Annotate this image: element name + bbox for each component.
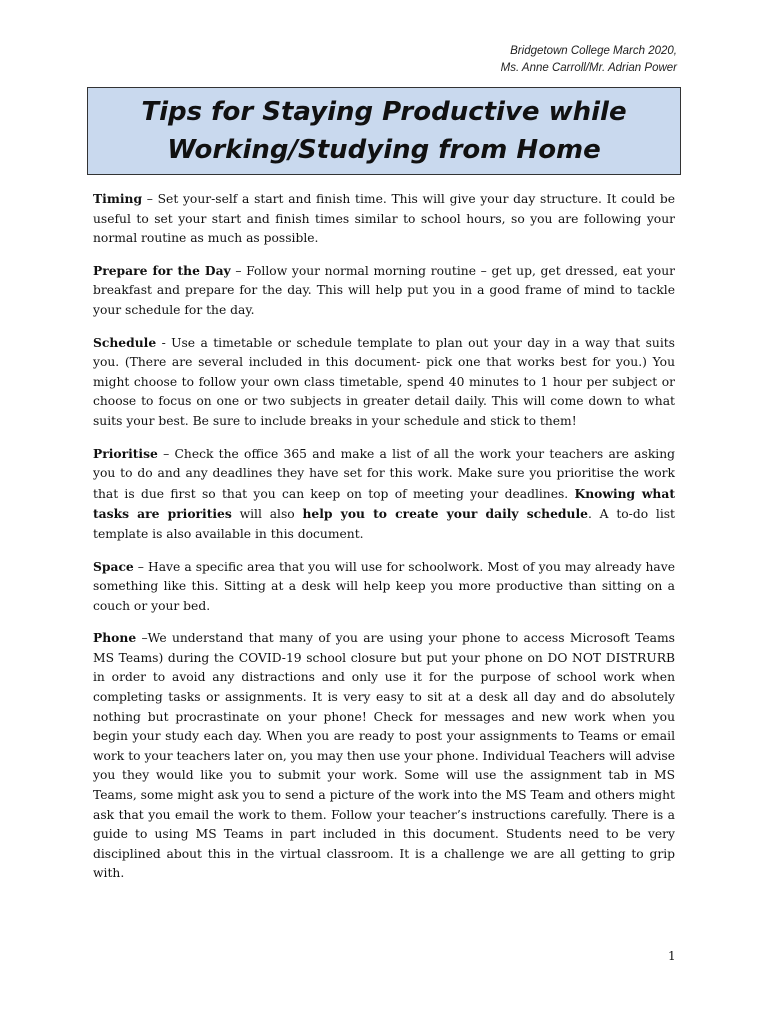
paragraph-space: [93, 557, 675, 617]
heading-schedule: Schedule: [93, 334, 157, 350]
text-prioritise-3: . A to-do list template is also available in this document.: [93, 507, 676, 541]
header-college-date: Bridgetown College March 2020,: [510, 45, 677, 57]
heading-space: Space: [93, 558, 134, 574]
text-prioritise-1: – Check the office 365 and make a list of all the work your teachers are asking you to do and any deadlines they have set for this work. Make sure you prioritise the work that is due first so that you can keep on top of meeting your deadlines.: [93, 446, 675, 501]
heading-phone: Phone: [93, 630, 137, 646]
text-prioritise-2: will also: [231, 507, 303, 522]
paragraph-prepare: [93, 261, 675, 321]
heading-prioritise: Prioritise: [93, 445, 158, 461]
paragraph-prioritise: [93, 444, 675, 545]
bold-priorities: Knowing what tasks are priorities: [93, 485, 675, 522]
title-box: [87, 87, 681, 175]
text-timing: – Set your-self a start and finish time. This will give your day structure. It could be useful to set your start and finish times similar to school hours, so you are following your normal routine as much as possible.: [93, 192, 675, 246]
heading-timing: Timing: [93, 191, 143, 206]
text-prepare: – Follow your normal morning routine – get up, get dressed, eat your breakfast and prepare for the day. This will help put you in a good frame of mind to tackle your schedule for the day.: [93, 263, 676, 317]
page-number: 1: [668, 949, 676, 963]
text-schedule: - Use a timetable or schedule template to plan out your day in a way that suits you. (There are several included in this document- pick one that works best for you.) You might choose to follow your own class timetable, spend 40 minutes to 1 hour per subject or choose to focus on one or two subjects in greater detail daily. This will come down to what suits your best. Be sure to include breaks in your schedule and stick to them!: [93, 335, 675, 428]
bold-daily-schedule: help you to create your daily schedule: [302, 506, 588, 522]
paragraph-timing: [93, 189, 675, 249]
title-line-2: Working/Studying from Home: [167, 135, 601, 165]
text-phone: –We understand that many of you are using your phone to access Microsoft Teams MS Teams) during the COVID-19 school closure but put your phone on DO NOT DISTRURB in order to avoid any distractions and only use it for the purpose of school work when completing tasks or assignments. It is very easy to sit at a desk all day and do absolutely nothing but procrastinate on your phone! Check for messages and new work when you begin your study each day. When you are ready to post your assignments to Teams or email work to your teachers later on, you may then use your phone. Individual Teachers will advise you they would like you to submit your work. Some will use the assignment tab in MS Teams, some might ask you to send a picture of the work into the MS Team and others might ask that you email the work to them. Follow your teacher’s instructions carefully. There is a guide to using MS Teams in part included in this document. Students need to be very disciplined about this in the virtual classroom. It is a challenge we are all getting to grip with.: [93, 631, 675, 881]
header-note: [501, 43, 677, 77]
paragraph-phone: [93, 628, 675, 884]
heading-prepare: Prepare for the Day: [93, 262, 231, 278]
title-line-1: Tips for Staying Productive while: [141, 97, 627, 127]
document-body: [93, 189, 675, 896]
paragraph-schedule: [93, 333, 675, 432]
text-space: – Have a specific area that you will use for schoolwork. Most of you may already have something like this. Sitting at a desk will help keep you more productive than sitting on a couch or your bed.: [93, 559, 675, 613]
header-authors: Ms. Anne Carroll/Mr. Adrian Power: [500, 62, 677, 74]
